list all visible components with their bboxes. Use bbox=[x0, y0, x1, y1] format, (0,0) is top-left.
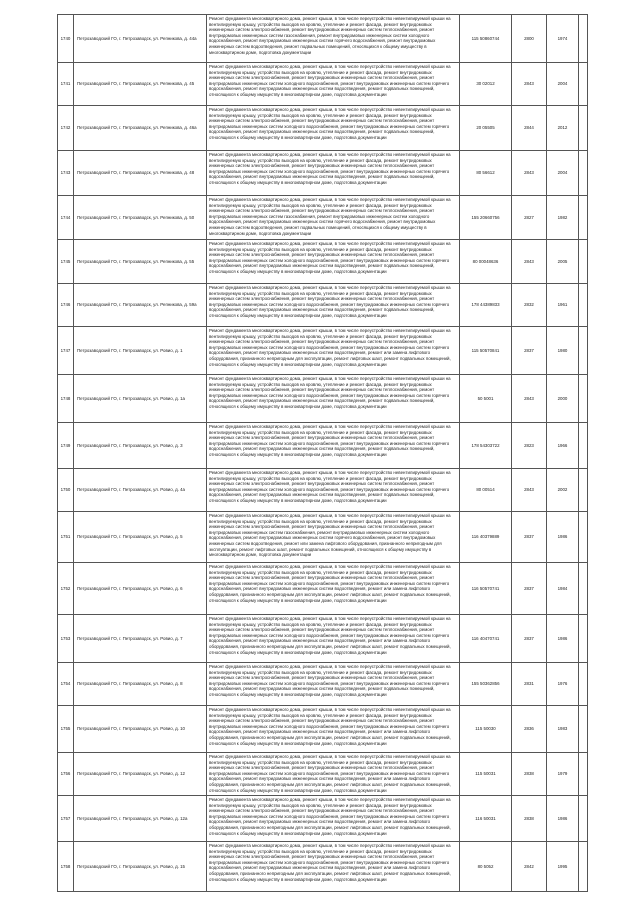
built-year-cell: 1982 bbox=[547, 196, 579, 240]
empty-cell bbox=[579, 151, 588, 196]
empty-cell bbox=[579, 512, 588, 563]
row-number: 1751 bbox=[58, 512, 74, 563]
built-year-cell: 1974 bbox=[547, 15, 579, 63]
cost-cell: 116 50570741 bbox=[460, 563, 512, 615]
built-year-cell: 1980 bbox=[547, 327, 579, 375]
table-row bbox=[58, 196, 588, 240]
built-year-cell: 1966 bbox=[547, 423, 579, 469]
works-cell: Ремонт фундамента многоквартирного дома, ремонт крыши, в том числе переустройство невентилируемой крыши на вентилируемую крышу, устройство выходов на кровлю, утепление и ремонт фасада, ремонт внутридомовых инженерных систем электроснабжения, ремонт внутридомовых инженерных систем теплоснабжения, ремонт внутридомовых инженерных систем холодного водоснабжения, ремонт внутридомовых инженерных систем горячего водоснабжения, ремонт внутридомовых инженерных систем водоотведения, ремонт подвальных помещений, относящихся к общему имуществу в многоквартирном доме, подготовка документации bbox=[207, 240, 460, 284]
year-cell: 2837 bbox=[512, 615, 547, 663]
cost-cell: 80 00514 bbox=[460, 469, 512, 512]
table-row bbox=[58, 63, 588, 106]
row-number: 1749 bbox=[58, 423, 74, 469]
row-number: 1742 bbox=[58, 106, 74, 151]
year-cell: 2838 bbox=[512, 753, 547, 796]
row-number: 1743 bbox=[58, 151, 74, 196]
year-cell: 2837 bbox=[512, 327, 547, 375]
cost-cell: 116 40379889 bbox=[460, 512, 512, 563]
address-cell: Петрозаводский ГО, г. Петрозаводск, ул. Репникова, д. 44а bbox=[74, 15, 207, 63]
built-year-cell: 1995 bbox=[547, 842, 579, 892]
address-cell: Петрозаводский ГО, г. Петрозаводск, ул. Ровио, д. 7 bbox=[74, 615, 207, 663]
works-cell: Ремонт фундамента многоквартирного дома, ремонт крыши, в том числе переустройство невентилируемой крыши на вентилируемую крышу, устройство выходов на кровлю, утепление и ремонт фасада, ремонт внутридомовых инженерных систем электроснабжения, ремонт внутридомовых инженерных систем теплоснабжения, ремонт внутридомовых инженерных систем газоснабжения, ремонт внутридомовых инженерных систем холодного водоснабжения, ремонт внутридомовых инженерных систем горячего водоснабжения, ремонт внутридомовых инженерных систем водоотведения, ремонт или замена лифтового оборудования, признанного непригодным для эксплуатации, ремонт лифтовых шахт, ремонт подвальных помещений, относящихся к общему имуществу в многоквартирном доме, подготовка документации bbox=[207, 512, 460, 563]
works-cell: Ремонт фундамента многоквартирного дома, ремонт крыши, в том числе переустройство невентилируемой крыши на вентилируемую крышу, устройство выходов на кровлю, утепление и ремонт фасада, ремонт внутридомовых инженерных систем электроснабжения, ремонт внутридомовых инженерных систем теплоснабжения, ремонт внутридомовых инженерных систем холодного водоснабжения, ремонт внутридомовых инженерных систем горячего водоснабжения, ремонт внутридомовых инженерных систем водоотведения, ремонт или замена лифтового оборудования, признанного непригодным для эксплуатации, ремонт лифтовых шахт, ремонт подвальных помещений, относящихся к общему имуществу в многоквартирном доме, подготовка документации bbox=[207, 706, 460, 753]
year-cell: 2842 bbox=[512, 842, 547, 892]
works-cell: Ремонт фундамента многоквартирного дома, ремонт крыши, в том числе переустройство невентилируемой крыши на вентилируемую крышу, устройство выходов на кровлю, утепление и ремонт фасада, ремонт внутридомовых инженерных систем электроснабжения, ремонт внутридомовых инженерных систем теплоснабжения, ремонт внутридомовых инженерных систем холодного водоснабжения, ремонт внутридомовых инженерных систем горячего водоснабжения, ремонт внутридомовых инженерных систем водоотведения, ремонт или замена лифтового оборудования, признанного непригодным для эксплуатации, ремонт лифтовых шахт, ремонт подвальных помещений, относящихся к общему имуществу в многоквартирном доме, подготовка документации bbox=[207, 563, 460, 615]
works-cell: Ремонт фундамента многоквартирного дома, ремонт крыши, в том числе переустройство невентилируемой крыши на вентилируемую крышу, устройство выходов на кровлю, утепление и ремонт фасада, ремонт внутридомовых инженерных систем электроснабжения, ремонт внутридомовых инженерных систем теплоснабжения, ремонт внутридомовых инженерных систем газоснабжения, ремонт внутридомовых инженерных систем холодного водоснабжения, ремонт внутридомовых инженерных систем горячего водоснабжения, ремонт внутридомовых инженерных систем водоотведения, ремонт подвальных помещений, относящихся к общему имуществу в многоквартирном доме, подготовка документации bbox=[207, 196, 460, 240]
table-row bbox=[58, 327, 588, 375]
address-cell: Петрозаводский ГО, г. Петрозаводск, ул. Репникова, д. 55 bbox=[74, 240, 207, 284]
row-number: 1745 bbox=[58, 240, 74, 284]
empty-cell bbox=[579, 63, 588, 106]
works-cell: Ремонт фундамента многоквартирного дома, ремонт крыши, в том числе переустройство невентилируемой крыши на вентилируемую крышу, устройство выходов на кровлю, утепление и ремонт фасада, ремонт внутридомовых инженерных систем электроснабжения, ремонт внутридомовых инженерных систем теплоснабжения, ремонт внутридомовых инженерных систем холодного водоснабжения, ремонт внутридомовых инженерных систем горячего водоснабжения, ремонт внутридомовых инженерных систем водоотведения, ремонт подвальных помещений, относящихся к общему имуществу в многоквартирном доме, подготовка документации bbox=[207, 375, 460, 423]
year-cell: 2831 bbox=[512, 663, 547, 706]
works-cell: Ремонт фундамента многоквартирного дома, ремонт крыши, в том числе переустройство невентилируемой крыши на вентилируемую крышу, устройство выходов на кровлю, утепление и ремонт фасада, ремонт внутридомовых инженерных систем электроснабжения, ремонт внутридомовых инженерных систем теплоснабжения, ремонт внутридомовых инженерных систем холодного водоснабжения, ремонт внутридомовых инженерных систем горячего водоснабжения, ремонт внутридомовых инженерных систем водоотведения, ремонт подвальных помещений, относящихся к общему имуществу в многоквартирном доме, подготовка документации bbox=[207, 151, 460, 196]
row-number: 1755 bbox=[58, 706, 74, 753]
built-year-cell: 1983 bbox=[547, 706, 579, 753]
built-year-cell: 2000 bbox=[547, 375, 579, 423]
address-cell: Петрозаводский ГО, г. Петрозаводск, ул. Ровио, д. 3 bbox=[74, 423, 207, 469]
built-year-cell: 1984 bbox=[547, 563, 579, 615]
year-cell: 2832 bbox=[512, 284, 547, 327]
works-cell: Ремонт фундамента многоквартирного дома, ремонт крыши, в том числе переустройство невентилируемой крыши на вентилируемую крышу, устройство выходов на кровлю, утепление и ремонт фасада, ремонт внутридомовых инженерных систем электроснабжения, ремонт внутридомовых инженерных систем теплоснабжения, ремонт внутридомовых инженерных систем холодного водоснабжения, ремонт внутридомовых инженерных систем горячего водоснабжения, ремонт внутридомовых инженерных систем водоотведения, ремонт или замена лифтового оборудования, признанного непригодным для эксплуатации, ремонт лифтовых шахт, ремонт подвальных помещений, относящихся к общему имуществу в многоквартирном доме, подготовка документации bbox=[207, 615, 460, 663]
empty-cell bbox=[579, 469, 588, 512]
year-cell: 2837 bbox=[512, 563, 547, 615]
empty-cell bbox=[579, 106, 588, 151]
cost-cell: 116 50031 bbox=[460, 796, 512, 842]
built-year-cell: 2004 bbox=[547, 151, 579, 196]
cost-cell: 30 02012 bbox=[460, 63, 512, 106]
built-year-cell: 2005 bbox=[547, 240, 579, 284]
address-cell: Петрозаводский ГО, г. Петрозаводск, ул. Ровио, д. 8 bbox=[74, 663, 207, 706]
table-row bbox=[58, 512, 588, 563]
table-row bbox=[58, 469, 588, 512]
table-row bbox=[58, 151, 588, 196]
year-cell: 2843 bbox=[512, 469, 547, 512]
year-cell: 2843 bbox=[512, 240, 547, 284]
address-cell: Петрозаводский ГО, г. Петрозаводск, ул. Ровио, д. 1 bbox=[74, 327, 207, 375]
works-cell: Ремонт фундамента многоквартирного дома, ремонт крыши, в том числе переустройство невентилируемой крыши на вентилируемую крышу, устройство выходов на кровлю, утепление и ремонт фасада, ремонт внутридомовых инженерных систем электроснабжения, ремонт внутридомовых инженерных систем теплоснабжения, ремонт внутридомовых инженерных систем холодного водоснабжения, ремонт внутридомовых инженерных систем горячего водоснабжения, ремонт внутридомовых инженерных систем водоотведения, ремонт или замена лифтового оборудования, признанного непригодным для эксплуатации, ремонт лифтовых шахт, ремонт подвальных помещений, относящихся к общему имуществу в многоквартирном доме, подготовка документации bbox=[207, 796, 460, 842]
row-number: 1753 bbox=[58, 615, 74, 663]
cost-cell: 155 50362856 bbox=[460, 663, 512, 706]
year-cell: 2827 bbox=[512, 196, 547, 240]
table-row bbox=[58, 663, 588, 706]
cost-cell: 115 50031 bbox=[460, 753, 512, 796]
built-year-cell: 2004 bbox=[547, 63, 579, 106]
works-cell: Ремонт фундамента многоквартирного дома, ремонт крыши, в том числе переустройство невентилируемой крыши на вентилируемую крышу, устройство выходов на кровлю, утепление и ремонт фасада, ремонт внутридомовых инженерных систем электроснабжения, ремонт внутридомовых инженерных систем теплоснабжения, ремонт внутридомовых инженерных систем холодного водоснабжения, ремонт внутридомовых инженерных систем горячего водоснабжения, ремонт внутридомовых инженерных систем водоотведения, ремонт подвальных помещений, относящихся к общему имуществу в многоквартирном доме, подготовка документации bbox=[207, 469, 460, 512]
table-row bbox=[58, 706, 588, 753]
row-number: 1758 bbox=[58, 842, 74, 892]
cost-cell: 115 50570841 bbox=[460, 327, 512, 375]
renovation-program-table bbox=[57, 14, 588, 892]
address-cell: Петрозаводский ГО, г. Петрозаводск, ул. Ровио, д. 12 bbox=[74, 753, 207, 796]
cost-cell: 115 50030 bbox=[460, 706, 512, 753]
cost-cell: 115 50860744 bbox=[460, 15, 512, 63]
table-row bbox=[58, 615, 588, 663]
cost-cell: 80 56612 bbox=[460, 151, 512, 196]
table-row bbox=[58, 375, 588, 423]
address-cell: Петрозаводский ГО, г. Петрозаводск, ул. Ровио, д. 5 bbox=[74, 512, 207, 563]
works-cell: Ремонт фундамента многоквартирного дома, ремонт крыши, в том числе переустройство невентилируемой крыши на вентилируемую крышу, устройство выходов на кровлю, утепление и ремонт фасада, ремонт внутридомовых инженерных систем электроснабжения, ремонт внутридомовых инженерных систем теплоснабжения, ремонт внутридомовых инженерных систем холодного водоснабжения, ремонт внутридомовых инженерных систем горячего водоснабжения, ремонт внутридомовых инженерных систем водоотведения, ремонт подвальных помещений, относящихся к общему имуществу в многоквартирном доме, подготовка документации bbox=[207, 423, 460, 469]
table-row bbox=[58, 284, 588, 327]
year-cell: 2823 bbox=[512, 423, 547, 469]
address-cell: Петрозаводский ГО, г. Петрозаводск, ул. Репникова, д. 50 bbox=[74, 196, 207, 240]
year-cell: 2843 bbox=[512, 375, 547, 423]
built-year-cell: 2012 bbox=[547, 106, 579, 151]
address-cell: Петрозаводский ГО, г. Петрозаводск, ул. Репникова, д. 59а bbox=[74, 284, 207, 327]
cost-cell: 80 5052 bbox=[460, 842, 512, 892]
built-year-cell: 1976 bbox=[547, 663, 579, 706]
table-row bbox=[58, 240, 588, 284]
table-body bbox=[58, 15, 588, 892]
row-number: 1740 bbox=[58, 15, 74, 63]
empty-cell bbox=[579, 842, 588, 892]
empty-cell bbox=[579, 240, 588, 284]
built-year-cell: 1986 bbox=[547, 615, 579, 663]
cost-cell: 80 00048636 bbox=[460, 240, 512, 284]
empty-cell bbox=[579, 796, 588, 842]
cost-cell: 178 54303722 bbox=[460, 423, 512, 469]
row-number: 1752 bbox=[58, 563, 74, 615]
row-number: 1756 bbox=[58, 753, 74, 796]
address-cell: Петрозаводский ГО, г. Петрозаводск, ул. Репникова, д. 48 bbox=[74, 151, 207, 196]
year-cell: 2844 bbox=[512, 106, 547, 151]
works-cell: Ремонт фундамента многоквартирного дома, ремонт крыши, в том числе переустройство невентилируемой крыши на вентилируемую крышу, устройство выходов на кровлю, утепление и ремонт фасада, ремонт внутридомовых инженерных систем электроснабжения, ремонт внутридомовых инженерных систем теплоснабжения, ремонт внутридомовых инженерных систем холодного водоснабжения, ремонт внутридомовых инженерных систем горячего водоснабжения, ремонт внутридомовых инженерных систем водоотведения, ремонт подвальных помещений, относящихся к общему имуществу в многоквартирном доме, подготовка документации bbox=[207, 106, 460, 151]
works-cell: Ремонт фундамента многоквартирного дома, ремонт крыши, в том числе переустройство невентилируемой крыши на вентилируемую крышу, устройство выходов на кровлю, утепление и ремонт фасада, ремонт внутридомовых инженерных систем электроснабжения, ремонт внутридомовых инженерных систем теплоснабжения, ремонт внутридомовых инженерных систем холодного водоснабжения, ремонт внутридомовых инженерных систем горячего водоснабжения, ремонт внутридомовых инженерных систем водоотведения, ремонт или замена лифтового оборудования, признанного непригодным для эксплуатации, ремонт лифтовых шахт, ремонт подвальных помещений, относящихся к общему имуществу в многоквартирном доме, подготовка документации bbox=[207, 327, 460, 375]
built-year-cell: 1961 bbox=[547, 284, 579, 327]
cost-cell: 50 5001 bbox=[460, 375, 512, 423]
year-cell: 2800 bbox=[512, 15, 547, 63]
row-number: 1748 bbox=[58, 375, 74, 423]
empty-cell bbox=[579, 615, 588, 663]
cost-cell: 116 40470741 bbox=[460, 615, 512, 663]
table-row bbox=[58, 423, 588, 469]
table-row bbox=[58, 796, 588, 842]
works-cell: Ремонт фундамента многоквартирного дома, ремонт крыши, в том числе переустройство невентилируемой крыши на вентилируемую крышу, устройство выходов на кровлю, утепление и ремонт фасада, ремонт внутридомовых инженерных систем электроснабжения, ремонт внутридомовых инженерных систем теплоснабжения, ремонт внутридомовых инженерных систем холодного водоснабжения, ремонт внутридомовых инженерных систем горячего водоснабжения, ремонт внутридомовых инженерных систем водоотведения, ремонт или замена лифтового оборудования, признанного непригодным для эксплуатации, ремонт лифтовых шахт, ремонт подвальных помещений, относящихся к общему имуществу в многоквартирном доме, подготовка документации bbox=[207, 842, 460, 892]
empty-cell bbox=[579, 284, 588, 327]
year-cell: 2843 bbox=[512, 151, 547, 196]
row-number: 1746 bbox=[58, 284, 74, 327]
year-cell: 2837 bbox=[512, 512, 547, 563]
year-cell: 2838 bbox=[512, 796, 547, 842]
address-cell: Петрозаводский ГО, г. Петрозаводск, ул. Ровио, д. 4а bbox=[74, 469, 207, 512]
address-cell: Петрозаводский ГО, г. Петрозаводск, ул. Репникова, д. 46а bbox=[74, 106, 207, 151]
works-cell: Ремонт фундамента многоквартирного дома, ремонт крыши, в том числе переустройство невентилируемой крыши на вентилируемую крышу, устройство выходов на кровлю, утепление и ремонт фасада, ремонт внутридомовых инженерных систем электроснабжения, ремонт внутридомовых инженерных систем теплоснабжения, ремонт внутридомовых инженерных систем холодного водоснабжения, ремонт внутридомовых инженерных систем горячего водоснабжения, ремонт внутридомовых инженерных систем водоотведения, ремонт или замена лифтового оборудования, признанного непригодным для эксплуатации, ремонт лифтовых шахт, ремонт подвальных помещений, относящихся к общему имуществу в многоквартирном доме, подготовка документации bbox=[207, 753, 460, 796]
table-row bbox=[58, 842, 588, 892]
cost-cell: 155 20660756 bbox=[460, 196, 512, 240]
address-cell: Петрозаводский ГО, г. Петрозаводск, ул. Ровио, д. 12а bbox=[74, 796, 207, 842]
row-number: 1744 bbox=[58, 196, 74, 240]
row-number: 1757 bbox=[58, 796, 74, 842]
built-year-cell: 1986 bbox=[547, 512, 579, 563]
table-row bbox=[58, 15, 588, 63]
empty-cell bbox=[579, 663, 588, 706]
address-cell: Петрозаводский ГО, г. Петрозаводск, ул. Ровио, д. 10 bbox=[74, 706, 207, 753]
empty-cell bbox=[579, 196, 588, 240]
built-year-cell: 1986 bbox=[547, 796, 579, 842]
works-cell: Ремонт фундамента многоквартирного дома, ремонт крыши, в том числе переустройство невентилируемой крыши на вентилируемую крышу, устройство выходов на кровлю, утепление и ремонт фасада, ремонт внутридомовых инженерных систем электроснабжения, ремонт внутридомовых инженерных систем теплоснабжения, ремонт внутридомовых инженерных систем холодного водоснабжения, ремонт внутридомовых инженерных систем горячего водоснабжения, ремонт внутридомовых инженерных систем водоотведения, ремонт подвальных помещений, относящихся к общему имуществу в многоквартирном доме, подготовка документации bbox=[207, 63, 460, 106]
works-cell: Ремонт фундамента многоквартирного дома, ремонт крыши, в том числе переустройство невентилируемой крыши на вентилируемую крышу, устройство выходов на кровлю, утепление и ремонт фасада, ремонт внутридомовых инженерных систем электроснабжения, ремонт внутридомовых инженерных систем теплоснабжения, ремонт внутридомовых инженерных систем газоснабжения, ремонт внутридомовых инженерных систем холодного водоснабжения, ремонт внутридомовых инженерных систем горячего водоснабжения, ремонт внутридомовых инженерных систем водоотведения, ремонт подвальных помещений, относящихся к общему имуществу в многоквартирном доме, подготовка документации bbox=[207, 15, 460, 63]
works-cell: Ремонт фундамента многоквартирного дома, ремонт крыши, в том числе переустройство невентилируемой крыши на вентилируемую крышу, устройство выходов на кровлю, утепление и ремонт фасада, ремонт внутридомовых инженерных систем электроснабжения, ремонт внутридомовых инженерных систем теплоснабжения, ремонт внутридомовых инженерных систем холодного водоснабжения, ремонт внутридомовых инженерных систем горячего водоснабжения, ремонт внутридомовых инженерных систем водоотведения, ремонт подвальных помещений, относящихся к общему имуществу в многоквартирном доме, подготовка документации bbox=[207, 663, 460, 706]
year-cell: 2843 bbox=[512, 63, 547, 106]
address-cell: Петрозаводский ГО, г. Петрозаводск, ул. Ровио, д. 1а bbox=[74, 375, 207, 423]
address-cell: Петрозаводский ГО, г. Петрозаводск, ул. Репникова, д. 45 bbox=[74, 63, 207, 106]
empty-cell bbox=[579, 706, 588, 753]
address-cell: Петрозаводский ГО, г. Петрозаводск, ул. Ровио, д. 6 bbox=[74, 563, 207, 615]
empty-cell bbox=[579, 753, 588, 796]
cost-cell: 178 44389833 bbox=[460, 284, 512, 327]
empty-cell bbox=[579, 563, 588, 615]
row-number: 1750 bbox=[58, 469, 74, 512]
empty-cell bbox=[579, 375, 588, 423]
cost-cell: 20 05505 bbox=[460, 106, 512, 151]
address-cell: Петрозаводский ГО, г. Петрозаводск, ул. Ровио, д. 15 bbox=[74, 842, 207, 892]
table-row bbox=[58, 563, 588, 615]
empty-cell bbox=[579, 15, 588, 63]
row-number: 1741 bbox=[58, 63, 74, 106]
row-number: 1747 bbox=[58, 327, 74, 375]
built-year-cell: 2002 bbox=[547, 469, 579, 512]
table-row bbox=[58, 106, 588, 151]
built-year-cell: 1979 bbox=[547, 753, 579, 796]
table-row bbox=[58, 753, 588, 796]
empty-cell bbox=[579, 423, 588, 469]
row-number: 1754 bbox=[58, 663, 74, 706]
works-cell: Ремонт фундамента многоквартирного дома, ремонт крыши, в том числе переустройство невентилируемой крыши на вентилируемую крышу, устройство выходов на кровлю, утепление и ремонт фасада, ремонт внутридомовых инженерных систем электроснабжения, ремонт внутридомовых инженерных систем теплоснабжения, ремонт внутридомовых инженерных систем холодного водоснабжения, ремонт внутридомовых инженерных систем горячего водоснабжения, ремонт внутридомовых инженерных систем водоотведения, ремонт подвальных помещений, относящихся к общему имуществу в многоквартирном доме, подготовка документации bbox=[207, 284, 460, 327]
empty-cell bbox=[579, 327, 588, 375]
year-cell: 2836 bbox=[512, 706, 547, 753]
